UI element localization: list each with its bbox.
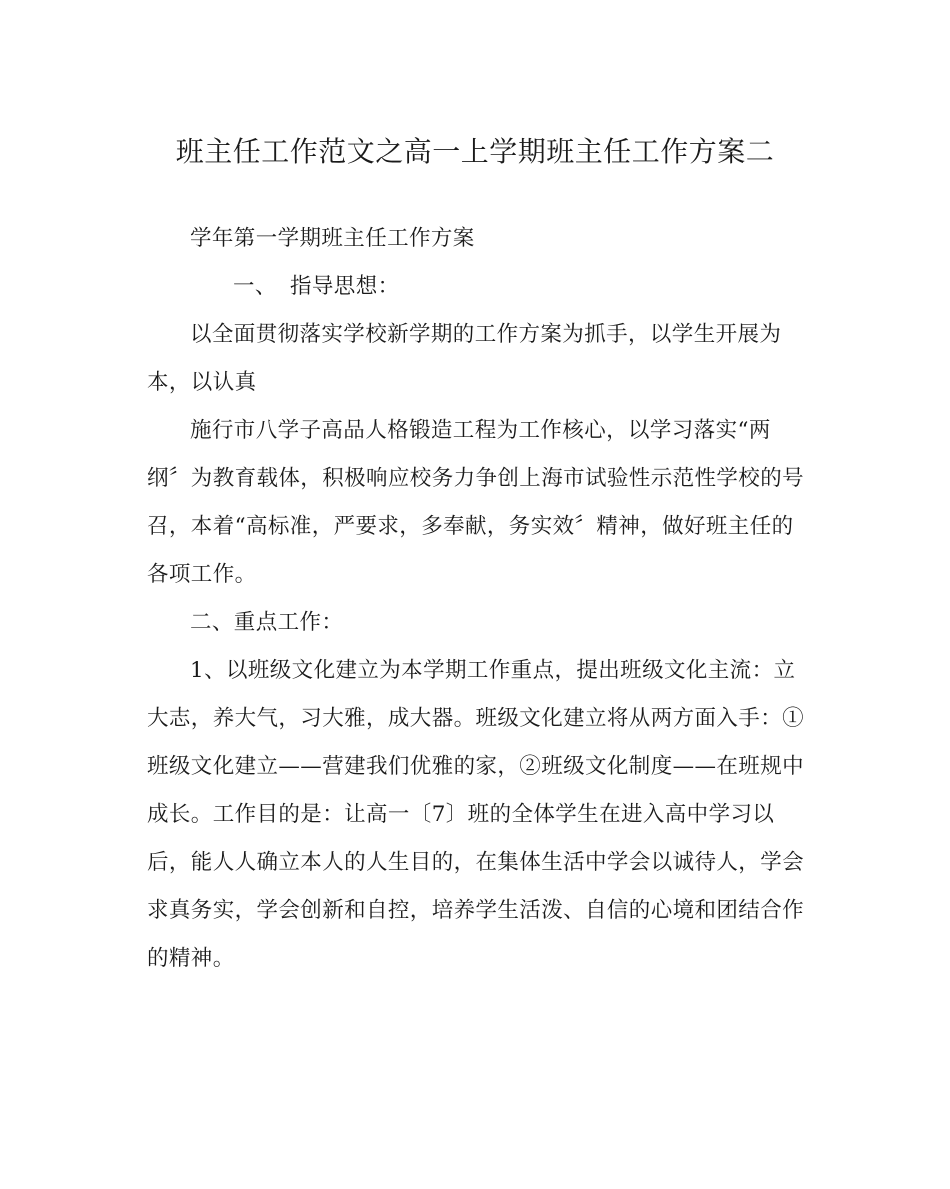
paragraph-2-line-3: 召，本着“高标准，严要求，多奉献，务实效〞精神，做好班主任的 bbox=[147, 514, 794, 539]
document-body bbox=[147, 215, 811, 983]
paragraph-3-line-7: 的精神。 bbox=[147, 946, 235, 971]
paragraph-3-cont bbox=[147, 695, 811, 983]
document-title: 班主任工作范文之高一上学期班主任工作方案二 bbox=[175, 135, 775, 168]
paragraph-3-line-4: 成长。工作目的是：让高一〔7〕班的全体学生在进入高中学习以 bbox=[147, 802, 775, 827]
paragraph-3-line-2: 大志，养大气，习大雅，成大器。班级文化建立将从两方面入手：① bbox=[147, 706, 805, 731]
paragraph-3-line-3: 班级文化建立——营建我们优雅的家，②班级文化制度——在班规中 bbox=[147, 754, 805, 779]
paragraph-3 bbox=[147, 647, 811, 695]
section-2-heading bbox=[147, 599, 811, 647]
paragraph-1-cont bbox=[147, 359, 811, 407]
paragraph-2-line-4: 各项工作。 bbox=[147, 562, 257, 587]
subtitle bbox=[147, 215, 811, 263]
section-1-heading-row bbox=[147, 263, 811, 311]
paragraph-3-line-1: 1、以班级文化建立为本学期工作重点，提出班级文化主流：立 bbox=[190, 658, 796, 683]
section-1-title: 指导思想： bbox=[290, 274, 400, 299]
paragraph-1-line-2: 本，以认真 bbox=[147, 370, 257, 395]
paragraph-2-line-2: 纲〞为教育载体，积极响应校务力争创上海市试验性示范性学校的号 bbox=[147, 466, 805, 491]
paragraph-3-line-6: 求真务实，学会创新和自控，培养学生活泼、自信的心境和团结合作 bbox=[147, 898, 805, 923]
section-1-heading bbox=[147, 263, 811, 311]
paragraph-2-cont bbox=[147, 455, 811, 599]
paragraph-3-line-5: 后，能人人确立本人的人生目的，在集体生活中学会以诚待人，学会 bbox=[147, 850, 805, 875]
subtitle-text: 学年第一学期班主任工作方案 bbox=[190, 226, 475, 251]
section-2-title: 二、重点工作： bbox=[190, 610, 344, 635]
section-1-number: 一、 bbox=[233, 274, 277, 299]
paragraph-1-line-1: 以全面贯彻落实学校新学期的工作方案为抓手，以学生开展为 bbox=[190, 322, 782, 347]
paragraph-2-line-1: 施行市八学子高品人格锻造工程为工作核心，以学习落实“两 bbox=[190, 418, 771, 443]
paragraph-1 bbox=[147, 311, 811, 359]
paragraph-2 bbox=[147, 407, 811, 455]
